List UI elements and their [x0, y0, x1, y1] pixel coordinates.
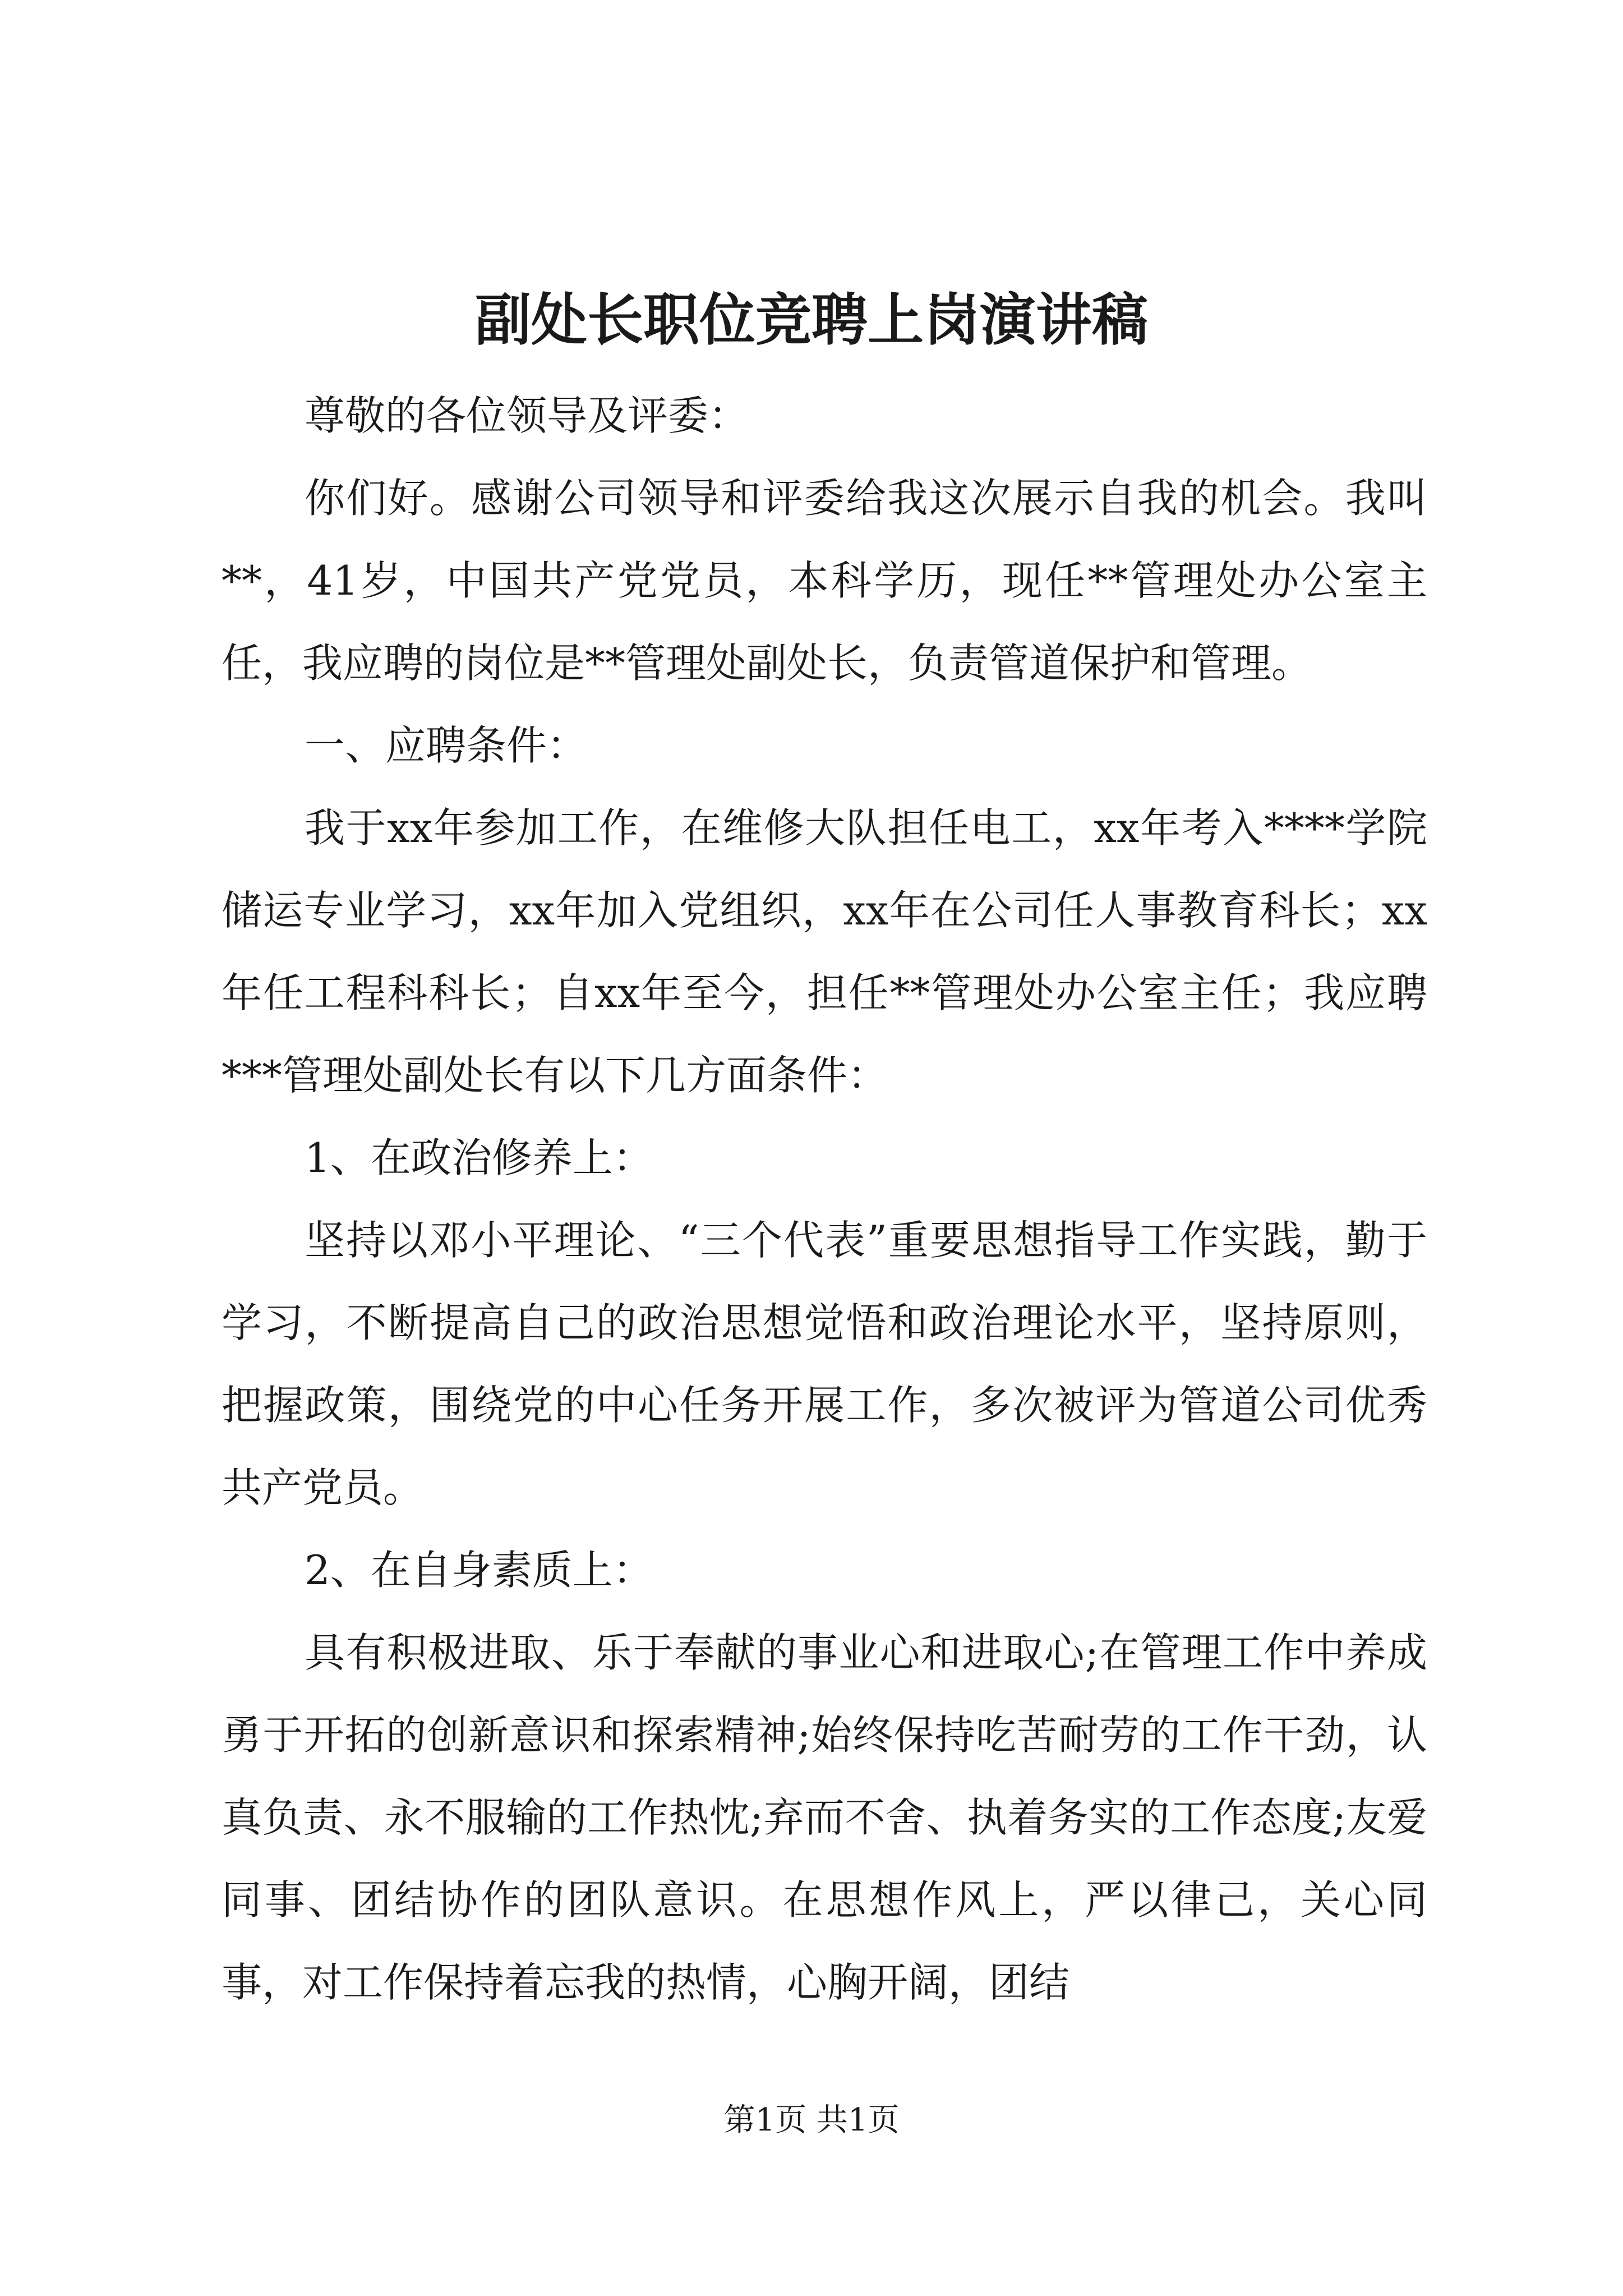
quality-paragraph: 具有积极进取、乐于奉献的事业心和进取心;在管理工作中养成勇于开拓的创新意识和探索精神;始终保持吃苦耐劳的工作干劲，认真负责、永不服输的工作热忱;弃而不舍、执着务实的工作态度;友爱同事、团结协作的团队意识。在思想作风上，严以律己，关心同事，对工作保持着忘我的热情，心胸开阔，团结 — [222, 1629, 1427, 2006]
intro-paragraph: 你们好。感谢公司领导和评委给我这次展示自我的机会。我叫**，41岁，中国共产党党员，本科学历，现任**管理处办公室主任，我应聘的岗位是**管理处副处长，负责管道保护和管理。 — [222, 475, 1427, 687]
subheading-political: 1、在政治修养上： — [305, 1134, 653, 1181]
subheading-quality: 2、在自身素质上： — [305, 1547, 653, 1594]
document-body — [222, 375, 1427, 2024]
salutation-paragraph: 尊敬的各位领导及评委： — [305, 392, 749, 439]
section-heading-conditions: 一、应聘条件： — [305, 722, 588, 769]
work-history-paragraph: 我于xx年参加工作，在维修大队担任电工，xx年考入****学院储运专业学习，xx年加入党组织，xx年在公司任人事教育科长；xx年任工程科科长；自xx年至今，担任**管理处办公室主任；我应聘***管理处副处长有以下几方面条件： — [222, 804, 1427, 1099]
political-paragraph: 坚持以邓小平理论、“三个代表”重要思想指导工作实践，勤于学习，不断提高自己的政治思想觉悟和政治理论水平，坚持原则，把握政策，围绕党的中心任务开展工作，多次被评为管道公司优秀共产党员。 — [222, 1217, 1427, 1511]
document-title: 副处长职位竞聘上岗演讲稿 — [475, 287, 1148, 353]
page-footer: 第1页 共1页 — [723, 2102, 900, 2138]
